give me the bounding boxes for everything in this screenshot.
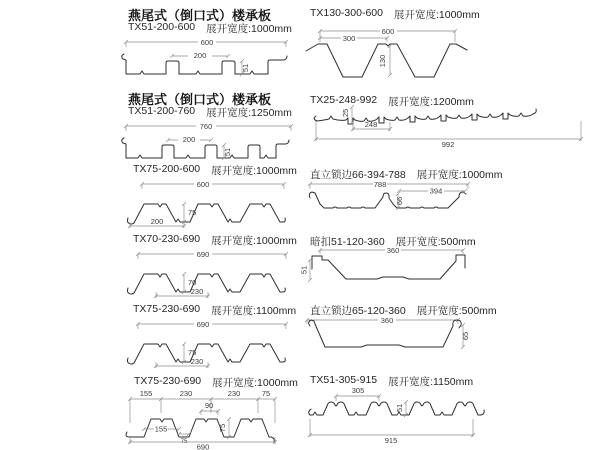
model-label: TX70-230-690: [133, 233, 201, 245]
profile-diagram-r2: [302, 103, 592, 151]
dim-label-height: 51: [299, 265, 309, 275]
spec-line: [310, 7, 480, 22]
dim-label-pan: 75: [180, 439, 188, 445]
unfold-width-label: 展开宽度:1200mm: [388, 96, 474, 108]
model-label: 直立锁边66-394-788: [310, 169, 406, 181]
unfold-width-label: 展开宽度:1000mm: [416, 169, 503, 181]
profile-diagram-l1: [118, 34, 298, 80]
dim-label-seg1: 155: [139, 389, 153, 398]
section-title: 燕尾式（倒口式）楼承板: [128, 8, 272, 23]
unfold-width-label: 展开宽度:1000mm: [211, 235, 297, 247]
dim-label-overall: 600: [200, 38, 214, 47]
model-label: 暗扣51-120-360: [310, 236, 385, 248]
dim-label-overall: 992: [441, 140, 455, 149]
dim-label-seg3: 230: [227, 389, 241, 398]
dim-label-height: 66: [395, 196, 404, 206]
model-label: TX75-230-690: [134, 375, 202, 387]
dim-label-seg2: 230: [179, 389, 193, 398]
model-label: TX75-200-600: [133, 163, 201, 175]
dim-label-overall: 600: [381, 27, 395, 36]
dim-label-ribbottom: 155: [154, 424, 168, 434]
dim-label-pitch: 230: [190, 287, 204, 296]
model-label: TX75-230-690: [133, 303, 201, 315]
unfold-width-label: 展开宽度:1000mm: [393, 9, 480, 21]
dim-label-height: 75: [188, 348, 197, 357]
dim-label-overall: 690: [196, 320, 210, 329]
dim-label-pitch: 200: [182, 135, 196, 144]
model-label: TX51-200-600: [128, 21, 196, 33]
unfold-width-label: 展开宽度:1250mm: [206, 107, 292, 119]
dim-label-pitch: 248: [364, 120, 378, 129]
model-label: TX130-300-600: [310, 7, 383, 19]
unfold-width-label: 展开宽度:1150mm: [388, 376, 474, 388]
dim-label-height: 51: [241, 63, 250, 73]
unfold-width-label: 展开宽度:1100mm: [211, 305, 297, 317]
dim-label-height: 75: [188, 208, 197, 217]
dim-label-overall: 788: [373, 180, 387, 189]
profile-diagram-l2: [118, 118, 298, 164]
dim-label-height: 65: [461, 331, 470, 341]
dim-label-pitch: 230: [190, 357, 204, 366]
dim-label-pitch: 200: [150, 217, 164, 226]
dim-label-height: 51: [395, 403, 404, 413]
profile-diagram-l4: [114, 246, 294, 302]
unfold-width-label: 展开宽度:500mm: [395, 236, 476, 248]
profile-diagram-l5: [114, 316, 294, 372]
profile-diagram-r6: [303, 382, 488, 444]
dim-label-height: 51: [223, 147, 232, 157]
dim-label-overall: 360: [380, 316, 394, 325]
dim-label-height: 130: [378, 54, 387, 68]
dim-label-pitch: 305: [351, 386, 365, 395]
model-label: TX51-305-915: [310, 374, 378, 386]
dim-label-height: 25: [341, 108, 350, 118]
dim-label-overall: 600: [196, 180, 210, 189]
profile-diagram-r3: [303, 180, 483, 220]
dim-label-pitch: 200: [193, 51, 207, 60]
model-label: 直立锁边65-120-360: [310, 305, 406, 317]
unfold-width-label: 展开宽度:500mm: [416, 305, 497, 317]
dim-label-pitch: 300: [342, 34, 356, 43]
dim-label-overall: 915: [384, 436, 398, 445]
dim-label-ribtop: 90: [204, 401, 214, 410]
dim-label-overall: 690: [196, 250, 210, 259]
dim-label-overall: 360: [386, 246, 400, 255]
profile-diagram-l3: [114, 176, 294, 232]
dim-label-overall: 690: [196, 442, 210, 450]
unfold-width-label: 展开宽度:1000mm: [206, 23, 292, 35]
profile-diagram-r1: [303, 25, 483, 87]
profile-diagram-l6: [108, 387, 293, 450]
dim-label-pitch: 394: [429, 186, 443, 196]
profile-diagram-r5: [303, 312, 483, 354]
dim-label-overall: 760: [199, 122, 213, 131]
dim-label-seg4: 75: [261, 389, 271, 398]
dim-label-height: 70: [188, 278, 197, 287]
section-title: 燕尾式（倒口式）楼承板: [128, 92, 272, 107]
profile-diagram-r4: [299, 244, 483, 292]
unfold-width-label: 展开宽度:1000mm: [212, 377, 298, 389]
model-label: TX51-200-760: [128, 105, 196, 117]
dim-label-height: 75: [218, 423, 227, 433]
unfold-width-label: 展开宽度:1000mm: [211, 165, 297, 177]
model-label: TX25-248-992: [310, 94, 378, 106]
